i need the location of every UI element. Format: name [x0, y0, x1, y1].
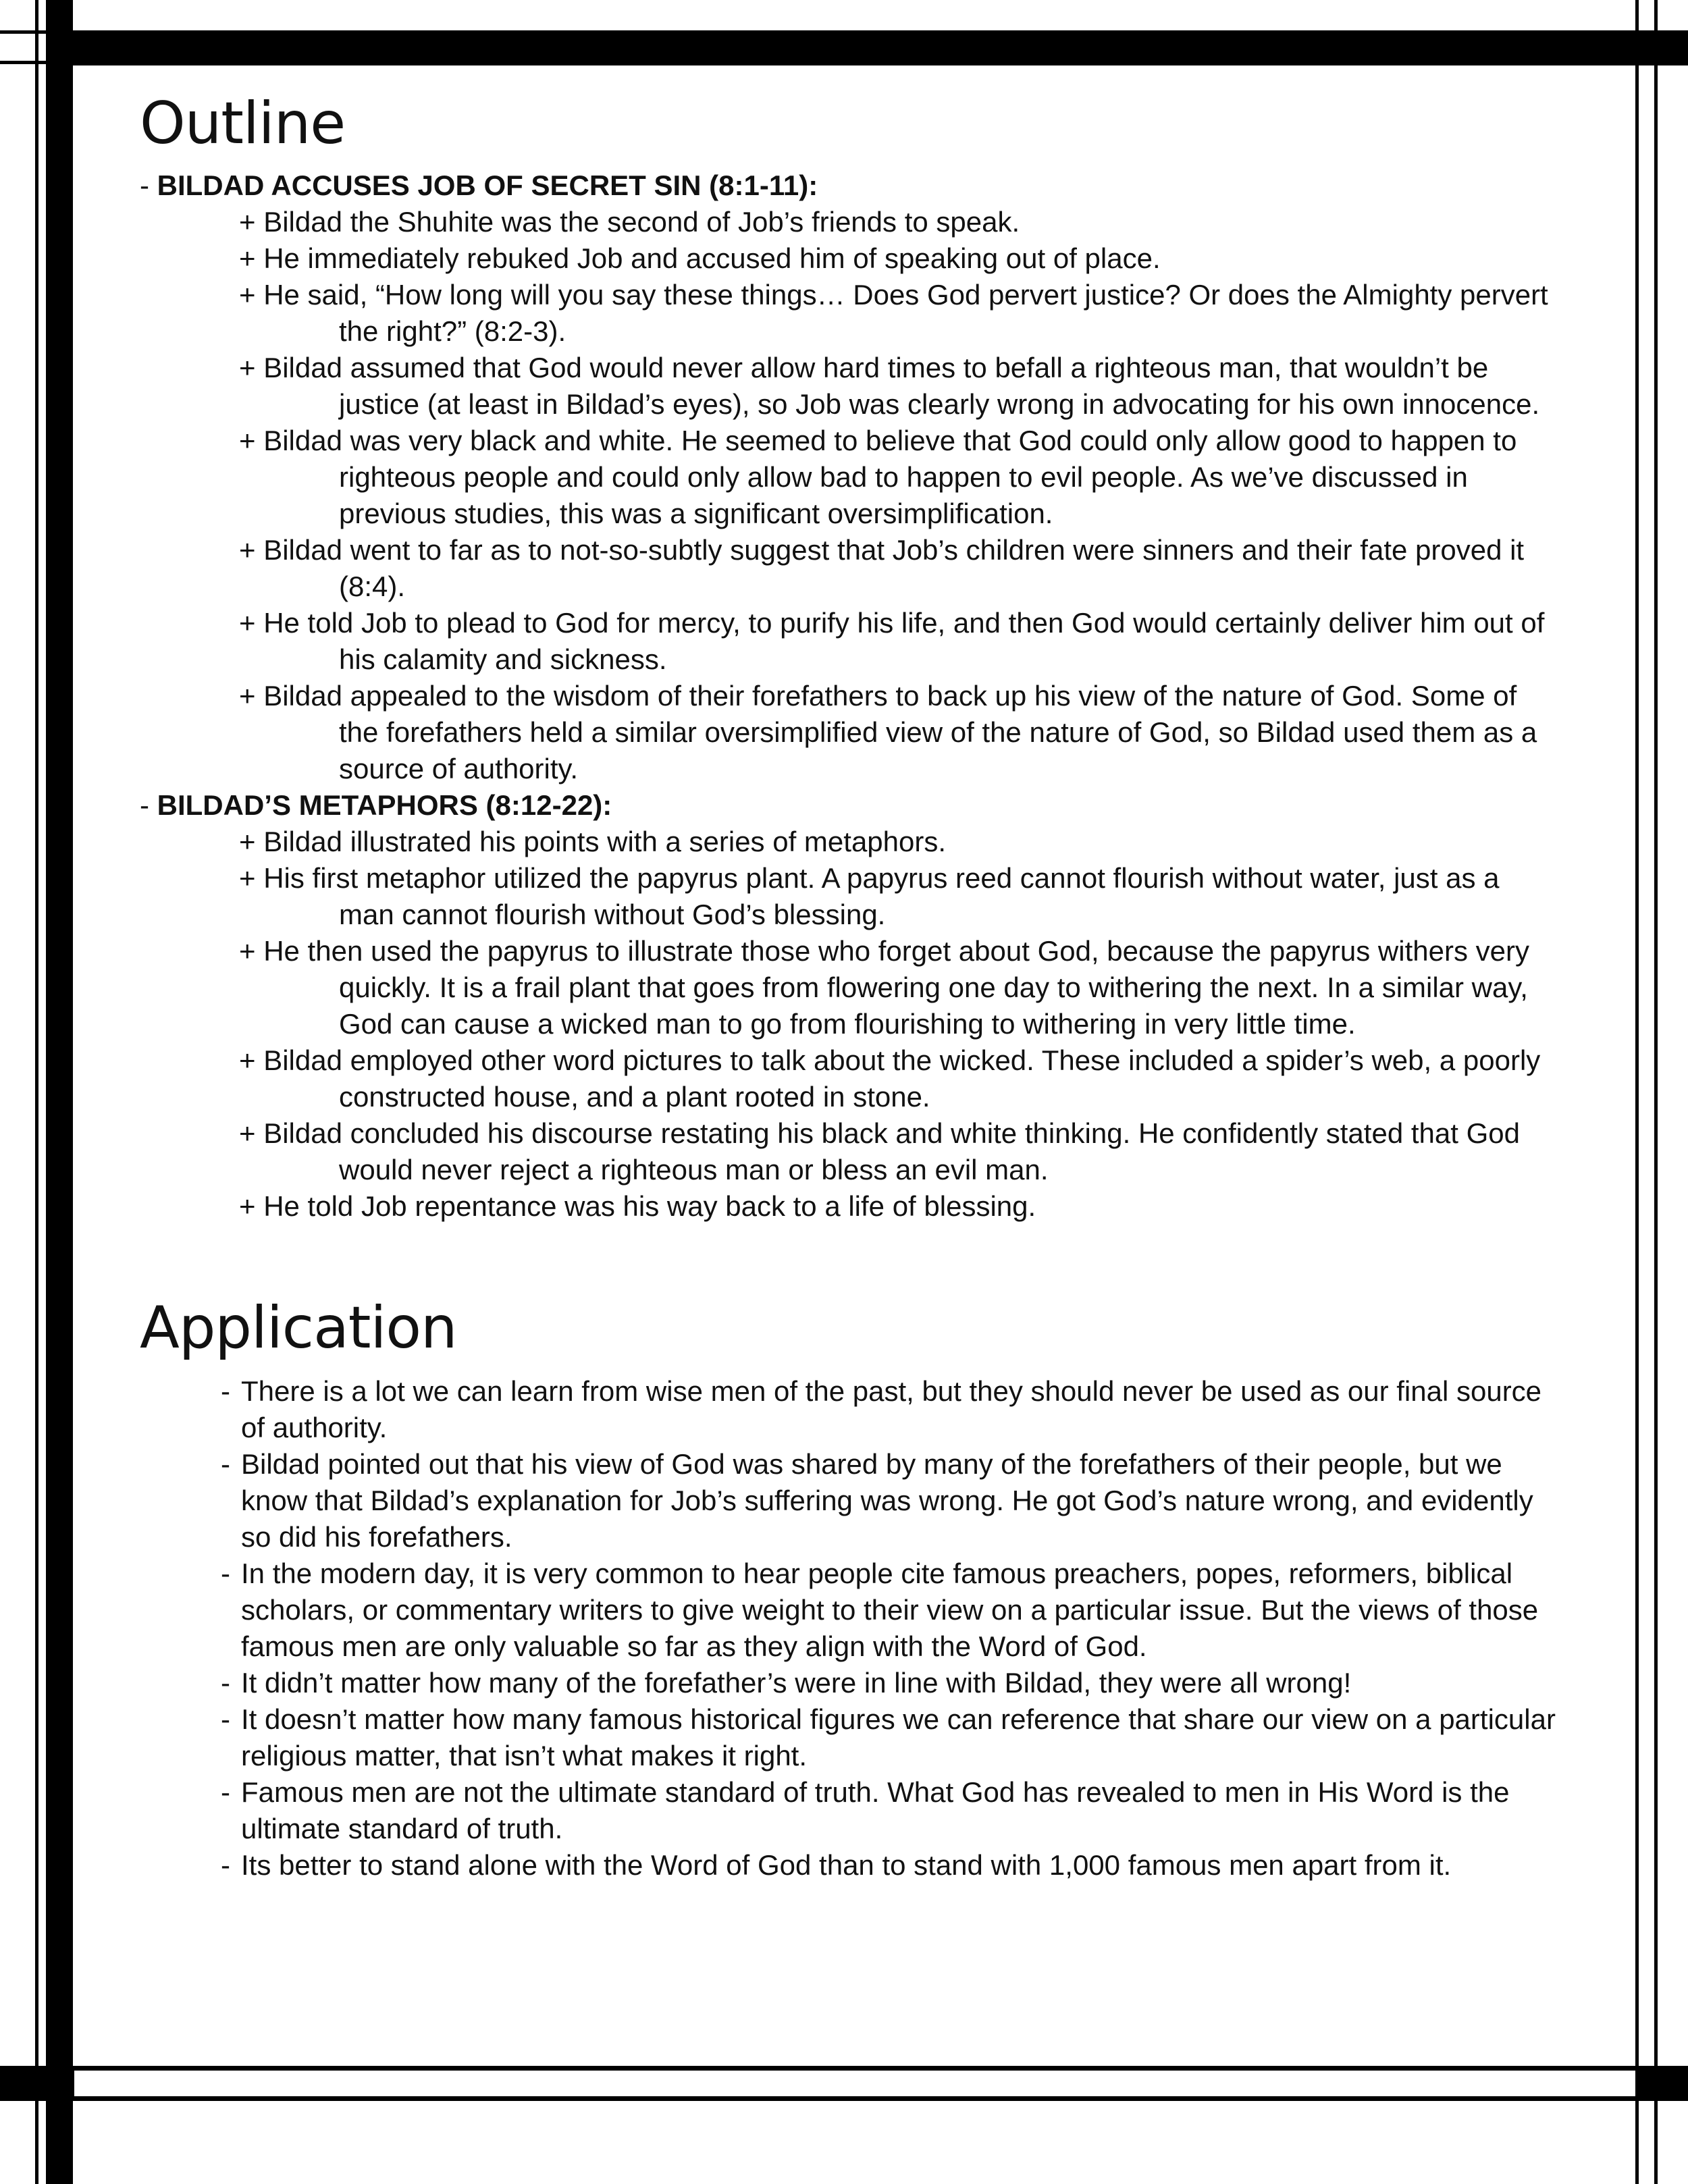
list-item: + He then used the papyrus to illustrate those who forget about God, because the papyrus withers very quickly. It is a frail plant that goes from flowering one day to withering the next. In a similar way, God can cause a wicked man to go from flourishing to withering in very little time.	[239, 935, 1529, 1040]
frame-left-thin	[35, 0, 38, 2184]
list-item: + Bildad assumed that God would never allow hard times to befall a righteous man, that wouldn’t be justice (at least in Bildad’s eyes), so Job was clearly wrong in advocating for his own innocence.	[239, 352, 1540, 420]
outline-section-1	[140, 167, 1558, 787]
frame-bottom-left-block	[0, 2066, 74, 2101]
frame-left-bar	[46, 0, 73, 2184]
list-item: + He said, “How long will you say these things… Does God pervert justice? Or does the Almighty pervert the right?” (8:2-3).	[239, 279, 1548, 347]
list-item: + Bildad appealed to the wisdom of their forefathers to back up his view of the nature of God. Some of the forefathers held a similar oversimplified view of the nature of God, so Bildad used them as a source of authority.	[239, 680, 1537, 784]
frame-right-line	[1635, 0, 1639, 2184]
list-item: - Famous men are not the ultimate standard of truth. What God has revealed to men in His Word is the ultimate standard of truth.	[221, 1776, 1510, 1844]
list-item: + His first metaphor utilized the papyrus plant. A papyrus reed cannot flourish without water, just as a man cannot flourish without God’s blessing.	[239, 862, 1500, 930]
list-item: + Bildad was very black and white. He seemed to believe that God could only allow good to happen to righteous people and could only allow bad to happen to evil people. As we’ve discussed in previous studies, this was a significant oversimplification.	[239, 425, 1517, 529]
list-item: + Bildad the Shuhite was the second of Job’s friends to speak.	[239, 206, 1020, 238]
list-item: + Bildad concluded his discourse restating his black and white thinking. He confidently stated that God would never reject a righteous man or bless an evil man.	[239, 1117, 1520, 1186]
outline-title: Outline	[140, 90, 346, 157]
frame-top-right-block	[1637, 30, 1688, 65]
section-heading: - BILDAD ACCUSES JOB OF SECRET SIN (8:1-11):	[140, 169, 818, 201]
list-item: - It doesn’t matter how many famous historical figures we can reference that share our view on a particular religious matter, that isn’t what makes it right.	[221, 1703, 1556, 1772]
list-item: + He told Job to plead to God for mercy, to purify his life, and then God would certainly deliver him out of his calamity and sickness.	[239, 607, 1545, 675]
frame-top-bar	[71, 30, 1644, 65]
frame-bottom-right-block	[1637, 2066, 1688, 2101]
list-item: + He told Job repentance was his way back to a life of blessing.	[239, 1190, 1036, 1222]
page-content	[140, 90, 1558, 1884]
list-item: + He immediately rebuked Job and accused him of speaking out of place.	[239, 242, 1161, 274]
list-item: - There is a lot we can learn from wise men of the past, but they should never be used as our final source of authority.	[221, 1375, 1542, 1443]
list-item: + Bildad went to far as to not-so-subtly suggest that Job’s children were sinners and their fate proved it (8:4).	[239, 534, 1525, 602]
list-item: - In the modern day, it is very common to hear people cite famous preachers, popes, reformers, biblical scholars, or commentary writers to give weight to their view on a particular issue. But the views of those famous men are only valuable so far as they align with the Word of God.	[221, 1557, 1539, 1662]
list-item: + Bildad employed other word pictures to talk about the wicked. These included a spider’s web, a poorly constructed house, and a plant rooted in stone.	[239, 1044, 1541, 1113]
list-item: - It didn’t matter how many of the forefather’s were in line with Bildad, they were all wrong!	[221, 1667, 1352, 1699]
application-list	[140, 1373, 1558, 1884]
list-item: + Bildad illustrated his points with a series of metaphors.	[239, 826, 947, 857]
section-heading: - BILDAD’S METAPHORS (8:12-22):	[140, 789, 612, 821]
list-item: - Bildad pointed out that his view of God was shared by many of the forefathers of their people, but we know that Bildad’s explanation for Job’s suffering was wrong. He got God’s nature wrong, and evidently so did his forefathers.	[221, 1448, 1533, 1553]
list-item: - Its better to stand alone with the Word of God than to stand with 1,000 famous men apart from it.	[221, 1849, 1452, 1881]
outline-section-2	[140, 787, 1558, 1225]
frame-bottom-rule-2	[0, 2096, 1688, 2101]
frame-bottom-rule	[0, 2066, 1688, 2071]
frame-right-line-2	[1654, 0, 1658, 2184]
application-title: Application	[140, 1294, 457, 1362]
